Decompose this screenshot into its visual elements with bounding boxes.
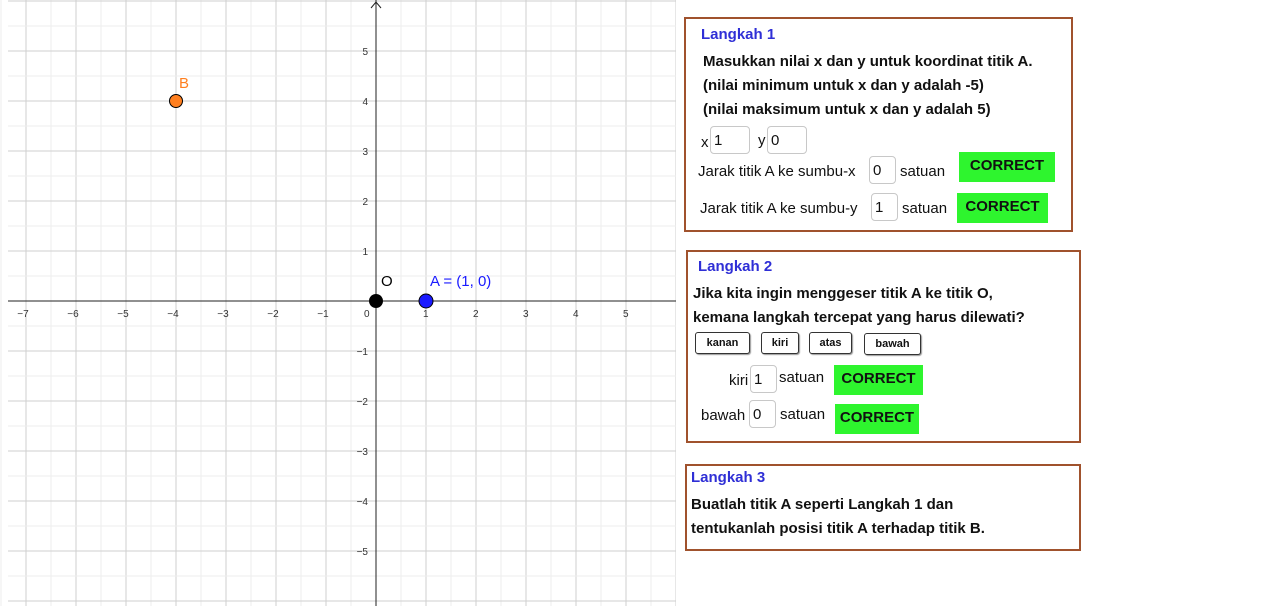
y-tick-labels xyxy=(357,47,369,558)
point-a[interactable] xyxy=(419,294,433,308)
y-tick-label: −1 xyxy=(356,347,368,358)
dist-y-unit: satuan xyxy=(902,200,948,217)
origin-point[interactable] xyxy=(369,294,383,308)
x-tick-label: −1 xyxy=(317,309,329,320)
step2-title: Langkah 2 xyxy=(698,258,773,275)
step2-correct-badge-2: CORRECT xyxy=(835,404,919,434)
x-tick-label: −3 xyxy=(217,309,229,320)
step3-instruction-1: Buatlah titik A seperti Langkah 1 dan xyxy=(691,496,954,513)
step2-correct-badge-1: CORRECT xyxy=(834,365,923,395)
dist-x-input[interactable] xyxy=(869,156,896,184)
y-tick-label: −2 xyxy=(356,397,368,408)
bawah-button[interactable]: bawah xyxy=(864,333,921,355)
bawah-unit: satuan xyxy=(780,406,826,423)
x-tick-label: 2 xyxy=(473,309,479,320)
y-tick-label: −5 xyxy=(356,547,368,558)
kiri-button[interactable]: kiri xyxy=(761,332,799,354)
dist-x-unit: satuan xyxy=(900,163,946,180)
step2-instruction-2: kemana langkah tercepat yang harus dilewati? xyxy=(693,309,1025,326)
point-b[interactable] xyxy=(170,95,183,108)
y-coordinate-input[interactable] xyxy=(767,126,807,154)
bawah-label: bawah xyxy=(701,407,746,424)
x-tick-label: 4 xyxy=(573,309,579,320)
x-input-label: x xyxy=(701,134,709,151)
x-tick-label: −7 xyxy=(17,309,29,320)
kiri-steps-input[interactable] xyxy=(750,365,777,393)
dist-y-label: Jarak titik A ke sumbu-y xyxy=(700,200,858,217)
origin-label: O xyxy=(381,273,393,290)
x-tick-label: −5 xyxy=(117,309,129,320)
kiri-unit: satuan xyxy=(779,369,825,386)
step1-instruction-1: Masukkan nilai x dan y untuk koordinat titik A. xyxy=(703,53,1033,70)
step2-instruction-1: Jika kita ingin menggeser titik A ke titik O, xyxy=(693,285,993,302)
step1-correct-badge-1: CORRECT xyxy=(959,152,1055,182)
y-tick-label: 1 xyxy=(362,247,368,258)
step1-instruction-2: (nilai minimum untuk x dan y adalah -5) xyxy=(703,77,984,94)
atas-button[interactable]: atas xyxy=(809,332,852,354)
y-tick-label: 4 xyxy=(362,97,368,108)
x-tick-label: −4 xyxy=(167,309,179,320)
x-tick-label: 1 xyxy=(423,309,429,320)
step3-title: Langkah 3 xyxy=(691,469,766,486)
x-tick-label: −6 xyxy=(67,309,79,320)
step1-correct-badge-2: CORRECT xyxy=(957,193,1048,223)
y-tick-label: −3 xyxy=(356,447,368,458)
x-tick-label: −2 xyxy=(267,309,279,320)
point-a-label: A = (1, 0) xyxy=(430,273,492,290)
x-coordinate-input[interactable] xyxy=(710,126,750,154)
x-tick-label: 3 xyxy=(523,309,529,320)
y-tick-label: 3 xyxy=(362,147,368,158)
x-tick-label: 0 xyxy=(364,309,370,320)
point-b-label: B xyxy=(179,75,190,92)
y-input-label: y xyxy=(758,132,766,149)
step3-instruction-2: tentukanlah posisi titik A terhadap titik B. xyxy=(691,520,985,537)
step1-title: Langkah 1 xyxy=(701,26,776,43)
kanan-button[interactable]: kanan xyxy=(695,332,750,354)
x-tick-label: 5 xyxy=(623,309,629,320)
y-tick-label: −4 xyxy=(356,497,368,508)
y-tick-label: 2 xyxy=(362,197,368,208)
dist-y-input[interactable] xyxy=(871,193,898,221)
step1-instruction-3: (nilai maksimum untuk x dan y adalah 5) xyxy=(703,101,991,118)
x-tick-labels xyxy=(17,309,629,320)
dist-x-label: Jarak titik A ke sumbu-x xyxy=(698,163,856,180)
y-tick-label: 5 xyxy=(362,47,368,58)
bawah-steps-input[interactable] xyxy=(749,400,776,428)
kiri-label: kiri xyxy=(729,372,749,389)
